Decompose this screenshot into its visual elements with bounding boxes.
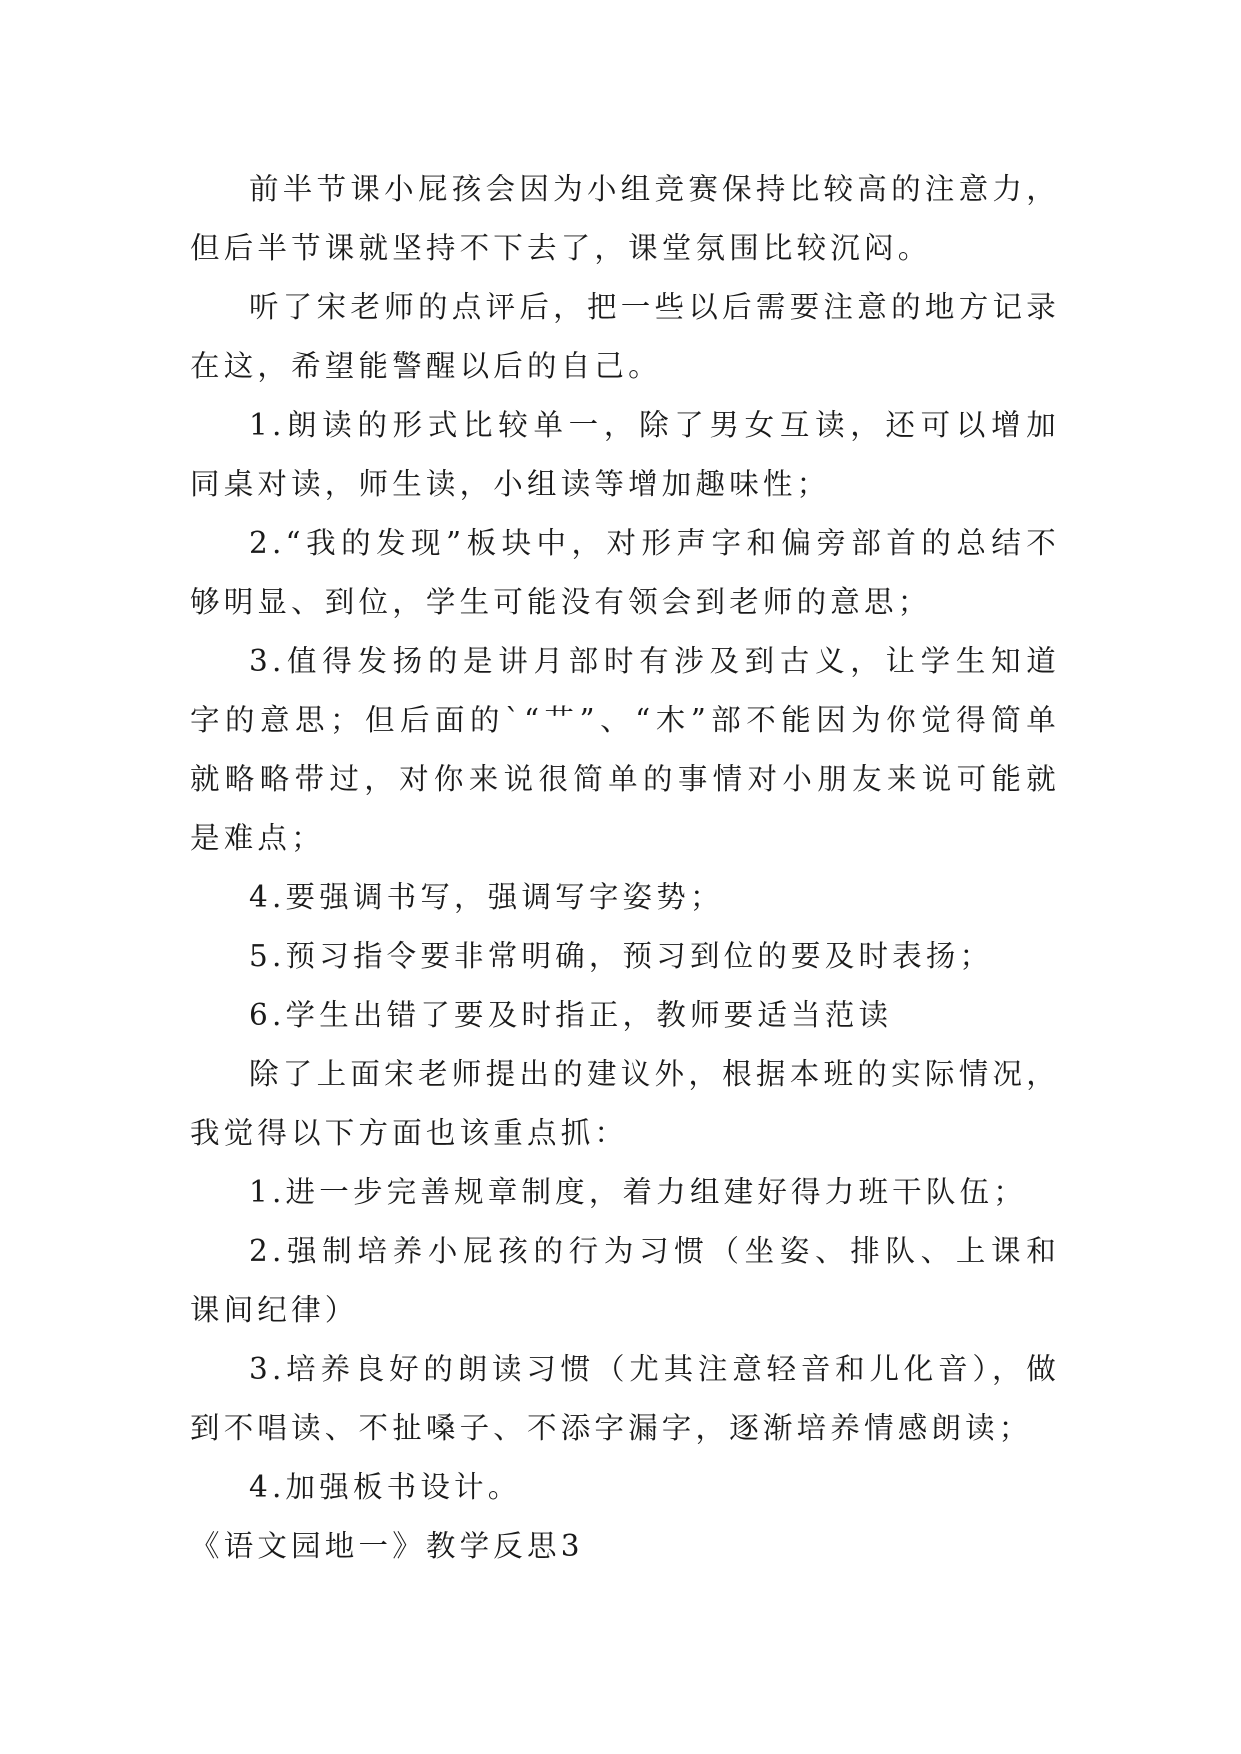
- section-heading: 《语文园地一》教学反思3: [190, 1529, 584, 1563]
- paragraph-class-focus: 除了上面宋老师提出的建议外，根据本班的实际情况，我觉得以下方面也该重点抓：: [190, 1057, 1060, 1150]
- list-item-reading-forms: 1.朗读的形式比较单一，除了男女互读，还可以增加同桌对读，师生读，小组读等增加趣味性；: [190, 408, 1060, 501]
- list-item-radicals: 3.值得发扬的是讲月部时有涉及到古义，让学生知道字的意思；但后面的`“艹”、“木”部不能因为你觉得简单就略略带过，对你来说很简单的事情对小朋友来说可能就是难点；: [190, 644, 1060, 855]
- list-item-my-discovery: 2.“我的发现”板块中，对形声字和偏旁部首的总结不够明显、到位，学生可能没有领会到老师的意思；: [190, 526, 1060, 619]
- list-item-reading-habits: 3.培养良好的朗读习惯（尤其注意轻音和儿化音），做到不唱读、不扯嗓子、不添字漏字，逐渐培养情感朗读；: [190, 1352, 1060, 1445]
- list-item-preview: 5.预习指令要非常明确，预习到位的要及时表扬；: [249, 939, 994, 973]
- document-body: [190, 160, 1060, 1576]
- paragraph-review: 听了宋老师的点评后，把一些以后需要注意的地方记录在这，希望能警醒以后的自己。: [190, 290, 1060, 383]
- paragraph-intro: 前半节课小屁孩会因为小组竞赛保持比较高的注意力，但后半节课就坚持不下去了，课堂氛围比较沉闷。: [190, 172, 1060, 265]
- list-item-rules: 1.进一步完善规章制度，着力组建好得力班干队伍；: [249, 1175, 1027, 1209]
- list-item-board-design: 4.加强板书设计。: [249, 1470, 522, 1504]
- list-item-habits: 2.强制培养小屁孩的行为习惯（坐姿、排队、上课和课间纪律）: [190, 1234, 1060, 1327]
- list-item-correction: 6.学生出错了要及时指正，教师要适当范读: [249, 998, 893, 1032]
- list-item-writing: 4.要强调书写，强调写字姿势；: [249, 880, 724, 914]
